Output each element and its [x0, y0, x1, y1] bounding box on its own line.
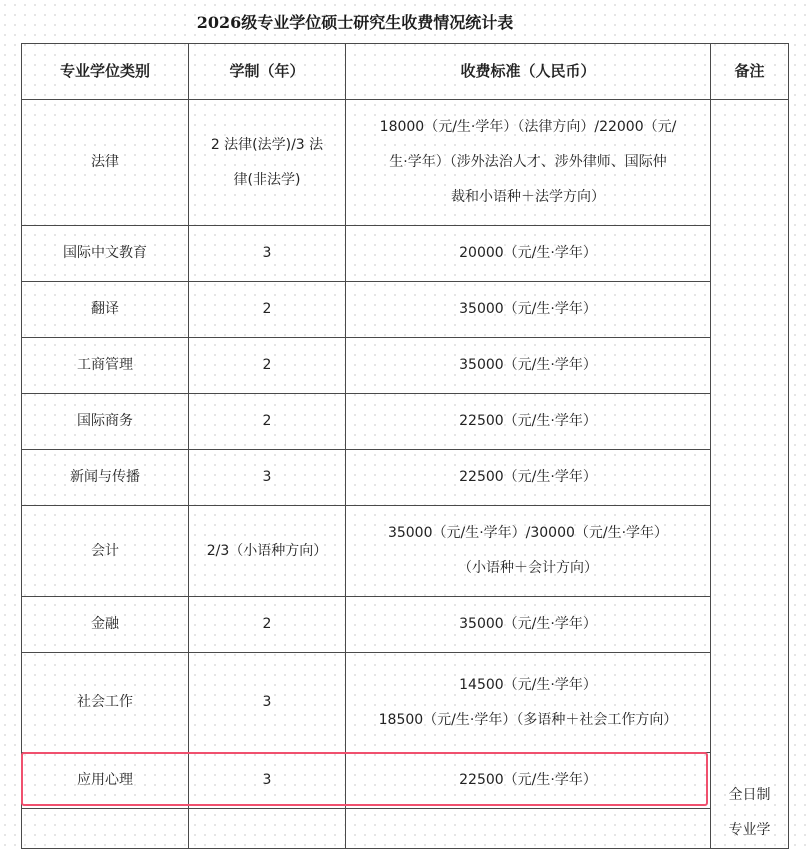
cell-note: [711, 100, 789, 849]
cell-fee: 22500（元/生·学年）: [346, 450, 711, 506]
cell-fee-line: 14500（元/生·学年）: [459, 676, 597, 693]
fee-table: [21, 43, 789, 849]
cell-fee-line: 35000（元/生·学年）/30000（元/生·学年）: [387, 525, 669, 541]
cell-fee: 22500（元/生·学年）: [346, 394, 711, 450]
cell-years: 2: [189, 597, 346, 653]
cell-note-line: 专业学: [728, 822, 771, 838]
cell-years: 2/3（小语种方向）: [189, 506, 346, 597]
table-row: [22, 597, 789, 653]
table-row: [22, 653, 789, 753]
cell-note-line: 全日制: [728, 787, 771, 803]
cell-category: 社会工作: [22, 653, 189, 753]
cell-category: 金融: [22, 597, 189, 653]
cell-years: 2: [189, 394, 346, 450]
table-row: [22, 450, 789, 506]
cell-years: 3: [189, 450, 346, 506]
highlight-box: [21, 752, 708, 806]
cell-years: 2: [189, 282, 346, 338]
table-row: [22, 100, 789, 226]
table-row: [22, 282, 789, 338]
table-row: [22, 506, 789, 597]
header-row: [22, 44, 789, 100]
cell-fee-line: 18000（元/生·学年）（法律方向）/22000（元/: [379, 119, 677, 135]
cell-category: 翻译: [22, 282, 189, 338]
table-row: [22, 394, 789, 450]
table-row: [22, 338, 789, 394]
cell-fee: 35000（元/生·学年）: [346, 597, 711, 653]
table-title: 2026级专业学位硕士研究生收费情况统计表: [196, 13, 514, 32]
cell-years: [189, 100, 346, 226]
cell-category: 工商管理: [22, 338, 189, 394]
cell-category: 会计: [22, 506, 189, 597]
cell-category: 应用心理: [22, 753, 189, 809]
cell-fee: [346, 100, 711, 226]
cell-years: 3: [189, 653, 346, 753]
table-row: [22, 226, 789, 282]
cell-category: 国际商务: [22, 394, 189, 450]
cell-years-line: 律(非法学): [233, 171, 301, 188]
header-fee: 收费标准（人民币）: [346, 44, 711, 100]
cell-years: 2: [189, 338, 346, 394]
cell-fee: [346, 506, 711, 597]
header-category: 专业学位类别: [22, 44, 189, 100]
cell-fee-line: 生·学年）（涉外法治人才、涉外律师、国际仲: [389, 154, 667, 170]
cell-category: 国际中文教育: [22, 226, 189, 282]
cell-years-line: 2 法律(法学)/3 法: [210, 136, 324, 153]
cell-fee: 20000（元/生·学年）: [346, 226, 711, 282]
cell-fee: 35000（元/生·学年）: [346, 282, 711, 338]
cell-fee: 35000（元/生·学年）: [346, 338, 711, 394]
cell-fee: [346, 653, 711, 753]
cell-fee: 22500（元/生·学年）: [346, 753, 711, 809]
cell-fee-line: 裁和小语种＋法学方向）: [451, 189, 605, 205]
header-note: 备注: [711, 44, 789, 100]
cell-years: 3: [189, 753, 346, 809]
cell-fee-line: （小语种＋会计方向）: [458, 560, 598, 576]
cell-category: 法律: [22, 100, 189, 226]
cell-fee-line: 18500（元/生·学年）（多语种＋社会工作方向）: [378, 711, 678, 728]
header-years: 学制（年）: [189, 44, 346, 100]
cell-category: 新闻与传播: [22, 450, 189, 506]
cell-years: 3: [189, 226, 346, 282]
